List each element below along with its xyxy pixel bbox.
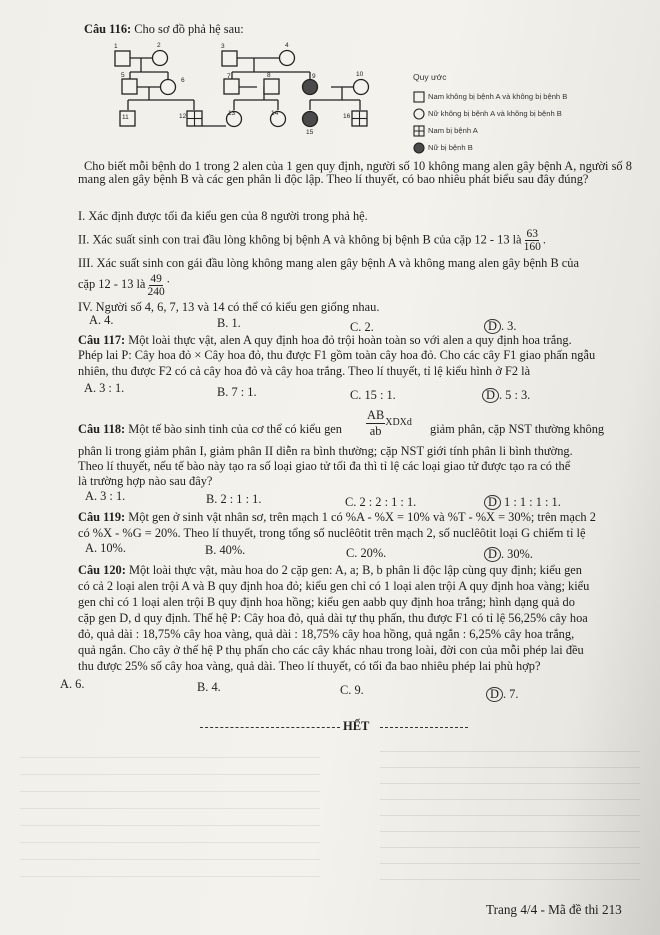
pedigree-id-9: 9 — [312, 73, 316, 80]
pedigree-id-11: 11 — [122, 114, 129, 121]
q118-line-2: phân li trong giảm phân I, giảm phân II diễn ra bình thường; cặp NST giới tính phân li bình thường. — [78, 444, 573, 458]
q120-line-7: thu được 25% số cây hoa vàng, quả dài. Theo lí thuyết, có tối đa bao nhiêu phép lai phù hợp? — [78, 659, 541, 673]
q118-option-a: A. 3 : 1. — [85, 489, 126, 503]
q119-option-d: D . 30%. — [488, 547, 533, 562]
pedigree-id-7: 7 — [227, 73, 231, 80]
q118-line-3: Theo lí thuyết, nếu tế bào này tạo ra số loại giao tử tối đa thì tỉ lệ các loại giao tử được tạo ra có thể — [78, 459, 571, 473]
male-cross-square-icon — [413, 125, 425, 137]
q116-option-c: C. 2. — [350, 320, 374, 334]
q119-line-2: có %X - %G = 20%. Theo lí thuyết, trong tổng số nuclêôtit trên mạch 2, số nuclêôtit loại G chiếm tỉ lệ — [78, 526, 586, 540]
pedigree-id-14: 14 — [271, 110, 279, 117]
male-square-icon — [413, 91, 425, 103]
q116-statement-1: I. Xác định được tối đa kiểu gen của 8 người trong phả hệ. — [78, 209, 368, 223]
q117-option-d: D . 5 : 3. — [486, 388, 530, 403]
q118-genotype: $\frac{AB}{ab}$ XDXd — [367, 408, 412, 438]
q116-statement-3-cont: cặp 12 - 13 là $\frac{49}{240}$ . — [78, 271, 170, 298]
page-footer: Trang 4/4 - Mã đề thi 213 — [486, 902, 622, 917]
q120-line-2: có cả 2 loại alen trội A và B quy định hoa đỏ; kiểu gen chỉ có 1 loại alen trội A quy định hoa vàng; kiểu — [78, 579, 590, 593]
pedigree-id-3: 3 — [221, 43, 225, 50]
pedigree-legend — [413, 70, 567, 157]
q120-line-4: cặp gen D, d quy định. Thế hệ P: Cây hoa đỏ, quả dài tự thụ phấn, thu được F1 có tỉ lệ 56,25% cây hoa — [78, 611, 588, 625]
q120-line-1: Câu 120: Một loài thực vật, màu hoa do 2 cặp gen: A, a; B, b phân li độc lập cùng quy định; kiểu gen — [78, 563, 582, 577]
q116-option-a: A. 4. — [89, 313, 114, 327]
pedigree-id-4: 4 — [285, 42, 289, 49]
bleed-through-texture-left — [20, 745, 320, 885]
q116-statement-3: III. Xác suất sinh con gái đầu lòng không mang alen gây bệnh A và không mang alen gây bệnh B của — [78, 256, 580, 270]
pedigree-id-8: 8 — [267, 72, 271, 79]
q118-option-b: B. 2 : 1 : 1. — [206, 492, 262, 506]
female-filled-circle-icon — [413, 142, 425, 154]
pedigree-chart — [110, 38, 400, 150]
q116-statement-4: IV. Người số 4, 6, 7, 13 và 14 có thể có kiểu gen giống nhau. — [78, 300, 380, 314]
q118-line-1-cont: giảm phân, cặp NST thường không — [430, 422, 605, 436]
q118-option-d: D 1 : 1 : 1 : 1. — [488, 495, 561, 510]
q116-option-b: B. 1. — [217, 316, 241, 330]
q119-option-a: A. 10%. — [85, 541, 126, 555]
q120-option-b: B. 4. — [197, 680, 221, 694]
q119-option-c: C. 20%. — [346, 546, 387, 560]
end-divider-right — [380, 727, 468, 728]
q117-option-c: C. 15 : 1. — [350, 388, 396, 402]
legend-item-male-disease-a: Nam bị bệnh A — [413, 123, 567, 140]
q117-line-2: Phép lai P: Cây hoa đỏ × Cây hoa đỏ, thu được F1 gồm toàn cây hoa đỏ. Cho các cây F1 giao phấn ngẫu — [78, 348, 596, 362]
pedigree-id-13: 13 — [228, 110, 236, 117]
q117-line-3: nhiên, thu được F2 có cả cây hoa đỏ và cây hoa trắng. Theo lí thuyết, tỉ lệ kiểu hình ở F2 là — [78, 364, 531, 378]
q116-intro: Cho biết mỗi bệnh do 1 trong 2 alen của 1 gen quy định, người số 10 không mang alen gây bệnh A, người số 8 mang alen gây bệnh B và các gen phân li độc lập. Theo lí thuyết, có bao nhiêu phát biểu sau đây đúng? — [78, 159, 632, 186]
q117-option-a: A. 3 : 1. — [84, 381, 125, 395]
end-divider-left — [200, 727, 340, 728]
q118-option-c: C. 2 : 2 : 1 : 1. — [345, 495, 417, 509]
q119-line-1: Câu 119: Một gen ở sinh vật nhân sơ, trên mạch 1 có %A - %X = 10% và %T - %X = 30%; trên mạch 2 — [78, 510, 596, 524]
q116-option-d: D . 3. — [488, 319, 516, 334]
q116-statement-2: II. Xác suất sinh con trai đầu lòng không bị bệnh A và không bị bệnh B của cặp 12 - 13 là $\frac{63}{160}$ . — [78, 228, 546, 253]
q120-option-a: A. 6. — [60, 677, 85, 691]
q117-line-1: Câu 117: Một loài thực vật, alen A quy định hoa đỏ trội hoàn toàn so với alen a quy định hoa trắng. — [78, 333, 572, 347]
legend-item-healthy-female: Nữ không bị bệnh A và không bị bệnh B — [413, 106, 567, 123]
pedigree-id-15: 15 — [306, 129, 314, 136]
q116-header: Câu 116: Cho sơ đồ phả hệ sau: — [84, 22, 244, 36]
q120-line-6: quả ngắn. Cho cây ở thế hệ P thụ phấn cho các cây khác nhau trong loài, đời con của mỗi phép lai đều — [78, 643, 584, 657]
pedigree-id-6: 6 — [181, 77, 185, 84]
q120-line-5: đỏ, quả dài : 18,75% cây hoa vàng, quả dài : 18,75% cây hoa hồng, quả ngắn : 6,25% cây hoa trắng, — [78, 627, 575, 641]
q118-line-1: Câu 118: Một tế bào sinh tinh của cơ thể có kiểu gen — [78, 422, 342, 436]
end-label: HẾT — [343, 719, 370, 733]
q120-option-c: C. 9. — [340, 683, 364, 697]
q117-option-b: B. 7 : 1. — [217, 385, 257, 399]
legend-item-healthy-male: Nam không bị bệnh A và không bị bệnh B — [413, 89, 567, 106]
end-marker — [200, 719, 470, 735]
q119-option-b: B. 40%. — [205, 543, 246, 557]
female-circle-icon — [413, 108, 425, 120]
q118-line-4: là trường hợp nào sau đây? — [78, 474, 213, 488]
bleed-through-texture — [380, 740, 640, 890]
q120-line-3: gen chỉ có 1 loại alen trội B quy định hoa hồng; kiểu gen aabb quy định hoa trắng; hình dạng quả do — [78, 595, 575, 609]
pedigree-id-16: 16 — [343, 113, 351, 120]
pedigree-id-1: 1 — [114, 43, 118, 50]
q120-option-d: D . 7. — [490, 687, 518, 702]
pedigree-id-2: 2 — [157, 42, 161, 49]
pedigree-id-12: 12 — [179, 113, 187, 120]
legend-title: Quy ước — [413, 72, 447, 82]
pedigree-id-10: 10 — [356, 71, 364, 78]
pedigree-id-5: 5 — [121, 72, 125, 79]
legend-item-female-disease-b: Nữ bị bệnh B — [413, 140, 567, 157]
